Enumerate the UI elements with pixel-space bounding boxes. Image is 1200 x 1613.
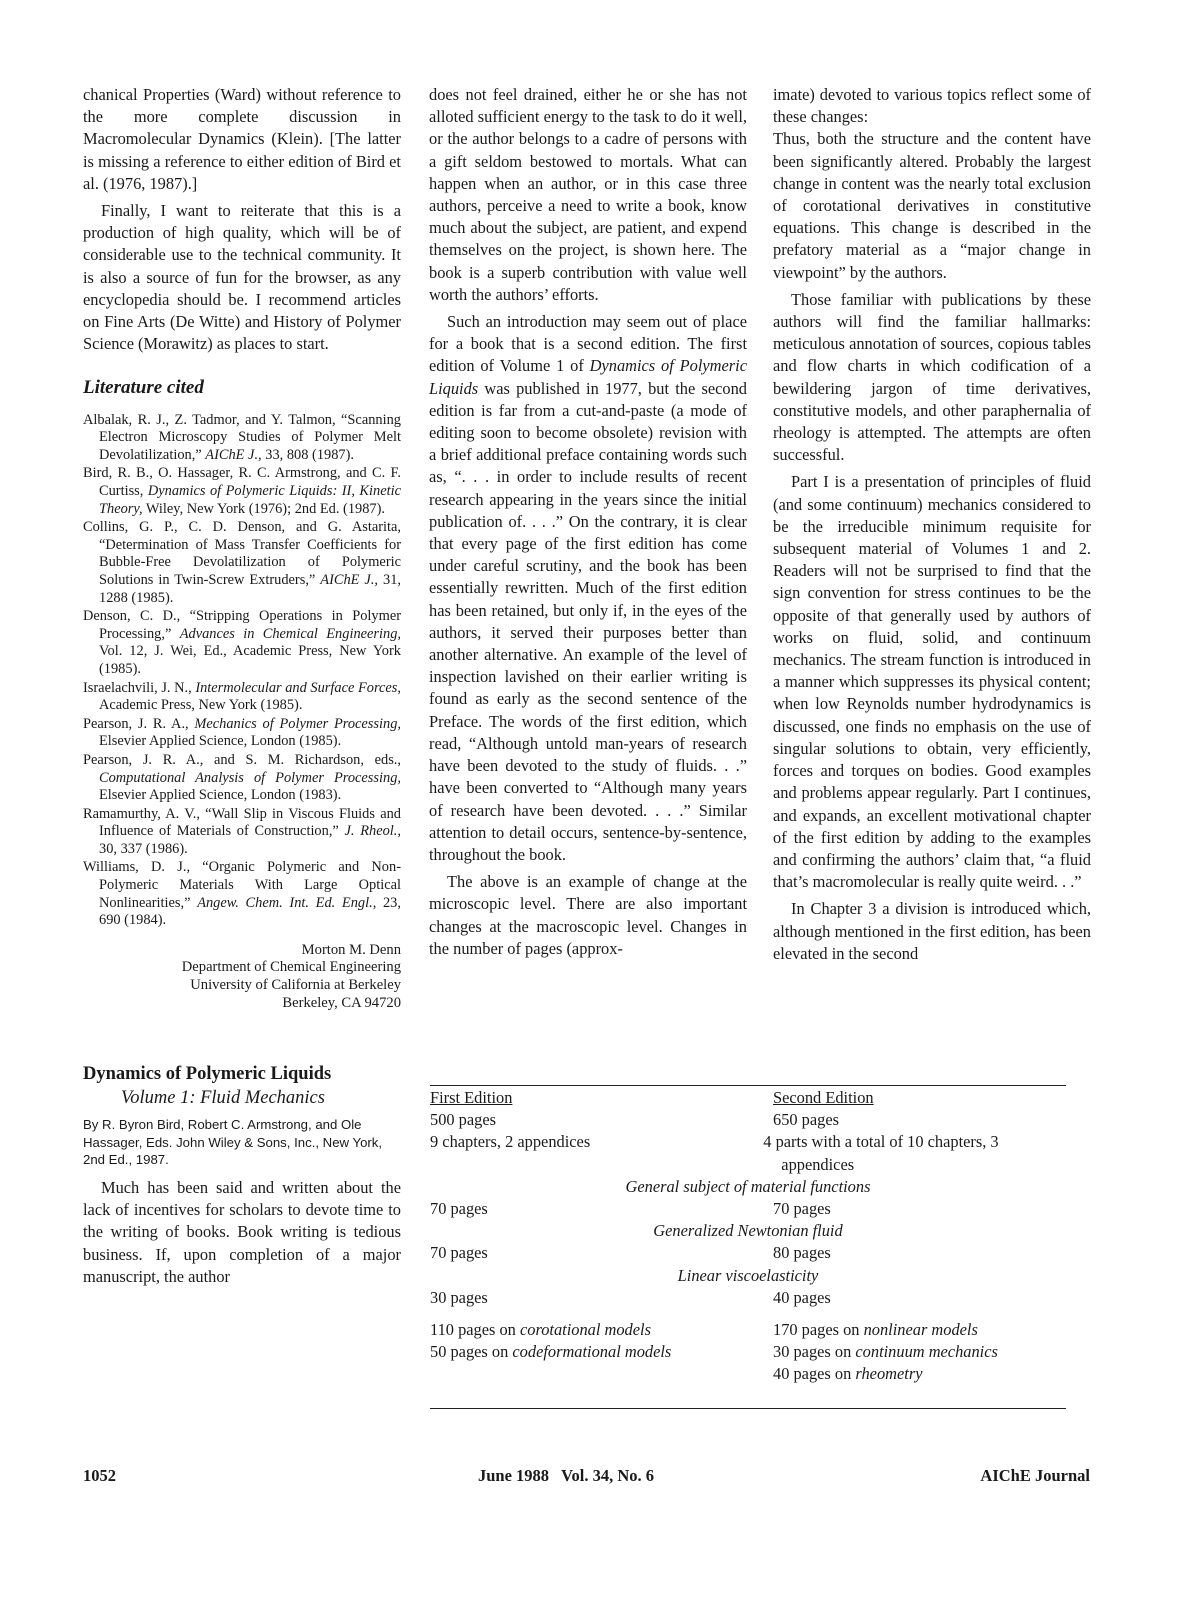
table-cell: 50 pages on codeformational models: [430, 1342, 672, 1362]
header-second-edition: Second Edition: [773, 1088, 874, 1107]
paragraph: chanical Properties (Ward) without reference to the more complete discussion in Macromolecular Dynamics (Klein). [The latter is missing a reference to either edition of Bird et al. (1976, 1987).]: [83, 85, 401, 193]
table-cell: 9 chapters, 2 appendices: [430, 1132, 591, 1152]
reviewer-university: University of California at Berkeley: [190, 977, 401, 994]
table-row: [430, 1131, 1066, 1175]
paragraph: Part I is a presentation of principles of fluid (and some continuum) mechanics considered to be the irreducible minimum requisite for subsequent material of Volumes 1 and 2. Readers will not be surprised to find that the sign convention for stress continues to be the opposite of that generally used by authors of works on fluid, solid, and continuum mechanics. The stream function is introduced in a manner which suppresses its physical content; when low Reynolds number hydrodynamics is discussed, one finds no emphasis on the use of singular solutions to obtain, very efficiently, forces and torques on bodies. Good examples and problems appear regularly. Part I continues, and expands, an excellent motivational chapter of the first edition by adding to the examples and confirming the authors’ claim that, “a fluid that’s macromolecular is really quite weird. . .”: [773, 472, 1091, 892]
table-row: [430, 1341, 1066, 1363]
table-section-heading: Generalized Newtonian fluid: [653, 1221, 843, 1241]
table-cell: 500 pages: [430, 1110, 497, 1130]
paragraph: Such an introduction may seem out of place for a book that is a second edition. The first edition of Volume 1 of Dynamics of Polymeric Liquids was published in 1977, but the second edition is far from a cut-and-paste (a mode of editing soon to become obsolete) revision with a brief additional preface containing words such as, “. . . in order to include results of recent research appearing in the years since the initial publication of. . . .” On the contrary, it is clear that every page of the first edition has come under careful scrutiny, and the book has been essentially rewritten. Much of the first edition has been retained, but only if, in the eyes of the authors, it served their purposes better than another alternative. An example of the level of inspection lavished on their earlier writing is found as early as the second sentence of the Preface. The words of the first edition, which read, “Although untold man-years of research have been devoted to the study of fluids. . .” have been converted to “Although many years of research have been devoted. . . .” Similar attention to detail occurs, sentence-by-sentence, throughout the book.: [429, 312, 747, 864]
column-1: [83, 84, 401, 1288]
table-cell: 650 pages: [773, 1110, 840, 1130]
reference-item: Williams, D. J., “Organic Polymeric and Non-Polymeric Materials With Large Optical Nonlinearities,” Angew. Chem. Int. Ed. Engl., 23, 690 (1984).: [83, 859, 401, 929]
reference-item: Albalak, R. J., Z. Tadmor, and Y. Talmon, “Scanning Electron Microscopy Studies of Polymer Melt Devolatilization,” AIChE J., 33, 808 (1987).: [83, 411, 401, 463]
review-title: Dynamics of Polymeric Liquids: [83, 1064, 332, 1085]
paragraph: In Chapter 3 a division is introduced which, although mentioned in the first edition, has been elevated in the second: [773, 899, 1091, 963]
table-cell: 110 pages on corotational models: [430, 1320, 651, 1340]
reference-item: Bird, R. B., O. Hassager, R. C. Armstrong, and C. F. Curtiss, Dynamics of Polymeric Liquids: II, Kinetic Theory, Wiley, New York (1976); 2nd Ed. (1987).: [83, 465, 401, 517]
header-first-edition: First Edition: [430, 1088, 513, 1107]
table-cell: 80 pages: [773, 1243, 831, 1263]
column-2: [429, 84, 747, 960]
table-header-row: [430, 1087, 1066, 1109]
review-subtitle: Volume 1: Fluid Mechanics: [121, 1088, 325, 1109]
paragraph: Thus, both the structure and the content have been significantly altered. Probably the largest change in content was the nearly total exclusion of corotational derivatives in constitutive equations. This change is described in the prefatory material as a “major change in viewpoint” by the authors.: [773, 129, 1091, 282]
paragraph: The above is an example of change at the microscopic level. There are also important changes at the macroscopic level. Changes in the number of pages (approx-: [429, 872, 747, 958]
table-top-rule: [430, 1085, 1066, 1086]
review-byline: By R. Byron Bird, Robert C. Armstrong, and Ole Hassager, Eds. John Wiley & Sons, Inc., New York, 2nd Ed., 1987.: [83, 1117, 383, 1168]
table-cell: 170 pages on nonlinear models: [773, 1320, 978, 1340]
paragraph: Those familiar with publications by these authors will find the familiar hallmarks: meticulous annotation of sources, copious tables and flow charts in which codification of a bewildering jargon of time derivatives, constitutive models, and other paraphernalia of rheology is attempted. The attempts are often successful.: [773, 289, 1091, 465]
reference-item: Pearson, J. R. A., and S. M. Richardson, eds., Computational Analysis of Polymer Processing, Elsevier Applied Science, London (1983).: [83, 751, 401, 804]
table-cell: 30 pages: [430, 1287, 488, 1307]
table-row: [430, 1242, 1066, 1264]
literature-cited-heading: Literature cited: [83, 377, 204, 399]
table-section-heading: General subject of material functions: [625, 1176, 871, 1196]
table-row: [430, 1109, 1066, 1131]
table-cell: 40 pages on rheometry: [773, 1364, 923, 1384]
reviewer-address: Berkeley, CA 94720: [282, 994, 401, 1011]
reviewer-signature: [83, 942, 401, 1012]
paragraph: does not feel drained, either he or she has not alloted sufficient energy to the task to do it well, or the author belongs to a cadre of persons with a gift seldom bestowed to mortals. What can happen when an author, or in this case three authors, perceive a need to write a book, know much about the subject, are patient, and expend themselves on the project, is shown here. The book is a superb contribution with value well worth the authors’ efforts.: [429, 85, 747, 304]
table-row: [430, 1363, 1066, 1385]
reference-list: [83, 412, 401, 930]
table-section-heading: Linear viscoelasticity: [677, 1265, 819, 1285]
column-3: [773, 84, 1091, 965]
reference-item: Israelachvili, J. N., Intermolecular and Surface Forces, Academic Press, New York (1985).: [83, 679, 402, 714]
paragraph: Much has been said and written about the lack of incentives for scholars to devote time to the writing of books. Book writing is tedious business. If, upon completion of a major manuscript, the author: [83, 1178, 401, 1286]
table-cell: 4 parts with a total of 10 chapters, 3 appendices: [763, 1132, 999, 1174]
table-cell: 30 pages on continuum mechanics: [773, 1342, 998, 1362]
reference-item: Ramamurthy, A. V., “Wall Slip in Viscous Fluids and Influence of Materials of Construction,” J. Rheol., 30, 337 (1986).: [83, 805, 401, 857]
table-row: [430, 1287, 1066, 1309]
table-bottom-rule: [430, 1408, 1066, 1409]
reviewer-name: Morton M. Denn: [301, 941, 401, 958]
journal-name: AIChE Journal: [980, 1466, 1090, 1485]
reference-item: Pearson, J. R. A., Mechanics of Polymer Processing, Elsevier Applied Science, London (1985).: [83, 715, 401, 750]
table-row: [430, 1198, 1066, 1220]
table-cell: [430, 1363, 773, 1385]
table-row: [430, 1319, 1066, 1341]
page-number: 1052: [83, 1466, 116, 1485]
table-cell: 70 pages: [773, 1199, 831, 1219]
table-cell: 40 pages: [773, 1287, 831, 1307]
edition-comparison-table: [430, 1087, 1066, 1386]
reviewer-department: Department of Chemical Engineering: [181, 959, 401, 976]
reference-item: Collins, G. P., C. D. Denson, and G. Astarita, “Determination of Mass Transfer Coefficients for Bubble-Free Devolatilization of Polymeric Solutions in Twin-Screw Extruders,” AIChE J., 31, 1288 (1985).: [83, 519, 401, 606]
paragraph: imate) devoted to various topics reflect some of these changes:: [773, 85, 1091, 127]
paragraph: Finally, I want to reiterate that this is a production of high quality, which will be of considerable use to the technical community. It is also a source of fun for the browser, as any encyclopedia should be. I recommend articles on Fine Arts (De Witte) and History of Polymer Science (Morawitz) as places to start.: [83, 201, 401, 354]
reference-item: Denson, C. D., “Stripping Operations in Polymer Processing,” Advances in Chemical Engineering, Vol. 12, J. Wei, Ed., Academic Press, New York (1985).: [83, 608, 402, 677]
table-cell: 70 pages: [430, 1243, 488, 1263]
issue-info: June 1988 Vol. 34, No. 6: [478, 1466, 655, 1485]
table-cell: 70 pages: [430, 1199, 488, 1219]
